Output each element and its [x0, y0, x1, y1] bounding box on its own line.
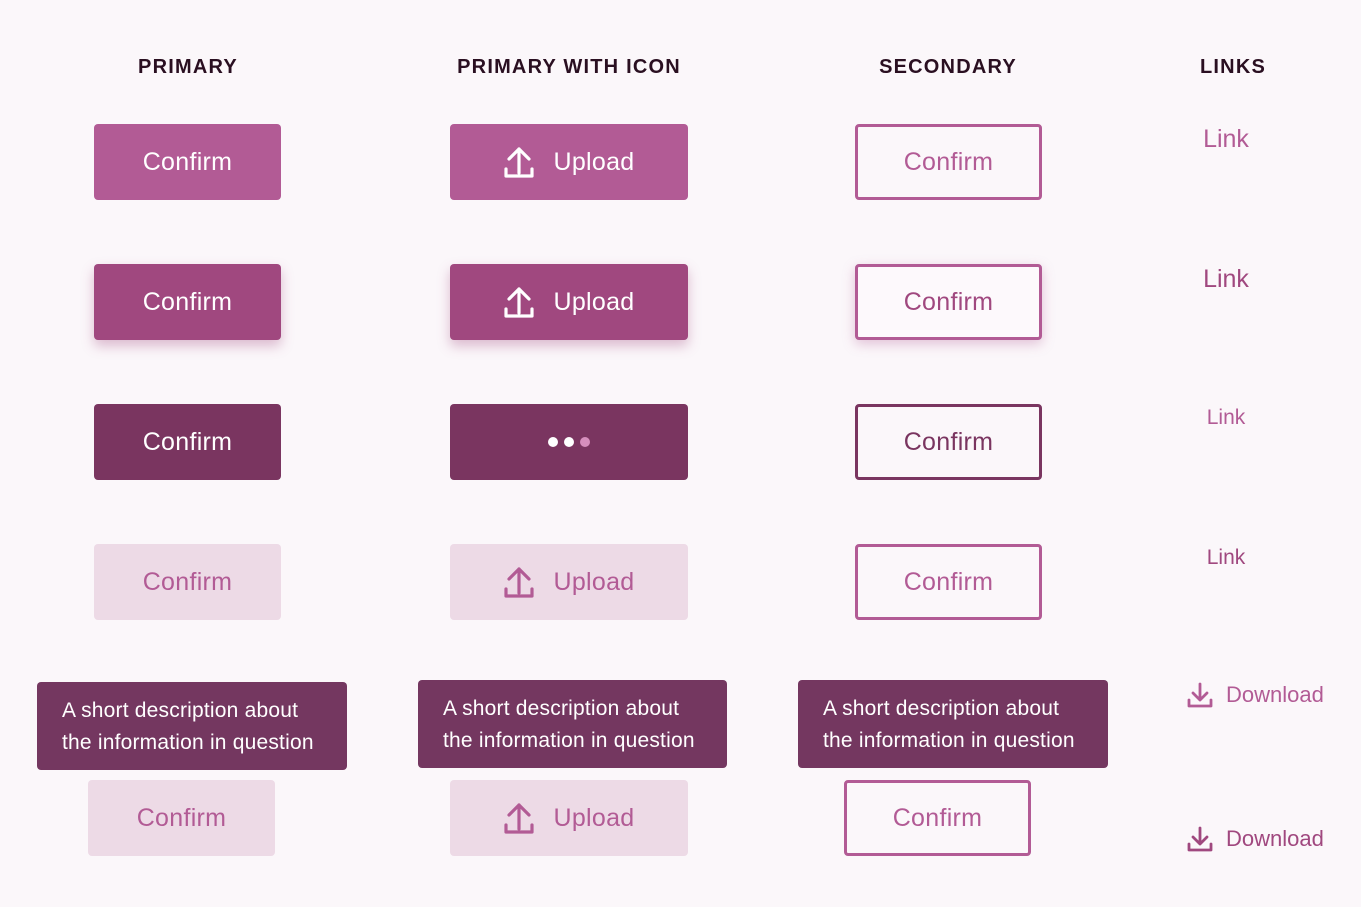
header-primary: PRIMARY	[138, 56, 238, 78]
button-label: Confirm	[142, 427, 233, 456]
button-label: Confirm	[903, 147, 994, 176]
tooltip	[798, 680, 1108, 768]
upload-icon	[503, 801, 535, 835]
button-label: Upload	[553, 147, 635, 176]
button-label: Upload	[553, 287, 635, 316]
button-label: Upload	[553, 567, 635, 596]
primary-upload-button-disabled-tooltip[interactable]	[450, 780, 688, 856]
primary-confirm-button-disabled-tooltip[interactable]	[88, 780, 275, 856]
button-label: Confirm	[903, 427, 994, 456]
button-label: Confirm	[892, 803, 983, 832]
primary-upload-button-loading[interactable]	[450, 404, 688, 480]
download-link-alt[interactable]	[1186, 825, 1324, 853]
tooltip-line: the information in question	[443, 729, 695, 752]
primary-confirm-button-hover[interactable]	[94, 264, 281, 340]
secondary-confirm-button[interactable]	[855, 124, 1042, 200]
link-small-alt[interactable]: Link	[1206, 546, 1246, 569]
loading-dot	[564, 437, 574, 447]
tooltip-line: the information in question	[823, 729, 1075, 752]
loading-dots-icon	[548, 437, 590, 447]
link-small[interactable]: Link	[1206, 406, 1246, 429]
download-label: Download	[1226, 682, 1324, 707]
secondary-confirm-button-disabled[interactable]	[855, 544, 1042, 620]
link-hover[interactable]: Link	[1203, 265, 1249, 293]
tooltip	[418, 680, 727, 768]
download-label: Download	[1226, 826, 1324, 851]
upload-icon	[503, 145, 535, 179]
primary-upload-button-hover[interactable]	[450, 264, 688, 340]
secondary-confirm-button-hover[interactable]	[855, 264, 1042, 340]
header-links: LINKS	[1200, 56, 1266, 78]
primary-confirm-button-disabled[interactable]	[94, 544, 281, 620]
link-default[interactable]: Link	[1203, 125, 1249, 153]
button-label: Upload	[553, 803, 635, 832]
tooltip-line: A short description about	[62, 699, 299, 722]
tooltip	[37, 682, 347, 770]
loading-dot	[548, 437, 558, 447]
primary-confirm-button[interactable]	[94, 124, 281, 200]
button-label: Confirm	[142, 147, 233, 176]
header-secondary: SECONDARY	[879, 56, 1017, 78]
loading-dot	[580, 437, 590, 447]
tooltip-line: the information in question	[62, 731, 314, 754]
button-label: Confirm	[903, 567, 994, 596]
secondary-confirm-button-tooltip[interactable]	[844, 780, 1031, 856]
primary-upload-button-disabled[interactable]	[450, 544, 688, 620]
button-label: Confirm	[142, 567, 233, 596]
tooltip-line: A short description about	[443, 697, 680, 720]
button-label: Confirm	[136, 803, 227, 832]
button-label: Confirm	[903, 287, 994, 316]
secondary-confirm-button-pressed[interactable]	[855, 404, 1042, 480]
button-label: Confirm	[142, 287, 233, 316]
download-link[interactable]	[1186, 681, 1324, 709]
primary-upload-button[interactable]	[450, 124, 688, 200]
upload-icon	[503, 565, 535, 599]
download-icon	[1186, 825, 1214, 853]
tooltip-line: A short description about	[823, 697, 1060, 720]
upload-icon	[503, 285, 535, 319]
header-primary-with-icon: PRIMARY WITH ICON	[457, 56, 681, 78]
download-icon	[1186, 681, 1214, 709]
primary-confirm-button-pressed[interactable]	[94, 404, 281, 480]
